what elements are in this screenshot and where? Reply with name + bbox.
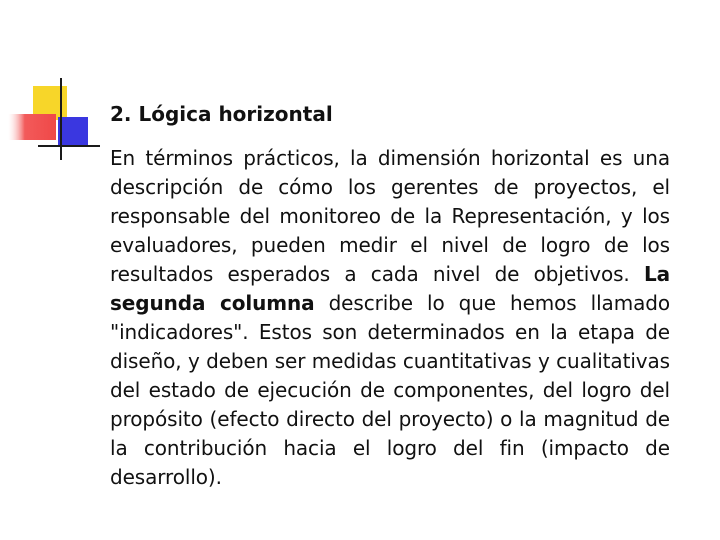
red-bar <box>8 114 56 140</box>
slide-heading: 2. Lógica horizontal <box>110 102 333 126</box>
paragraph-text-after: describe lo que hemos llamado "indicadores". Estos son determinados en la etapa de diseño, y deben ser medidas cuantitativas y cualitativas del estado de ejecución de componentes, del logro del propósito (efecto directo del proyecto) o la magnitud de la contribución hacia el logro del fin (impacto de desarrollo). <box>110 291 670 489</box>
blue-square <box>58 117 88 147</box>
paragraph-bold-phrase: La segunda columna <box>110 262 670 315</box>
paragraph-text-before: En términos prácticos, la dimensión horizontal es una descripción de cómo los gerentes de proyectos, el responsable del monitoreo de la Representación, y los evaluadores, pueden medir el nivel de logro de los resultados esperados a cada nivel de objetivos. <box>110 146 670 286</box>
corner-decoration <box>0 0 110 170</box>
slide-paragraph <box>110 144 670 492</box>
